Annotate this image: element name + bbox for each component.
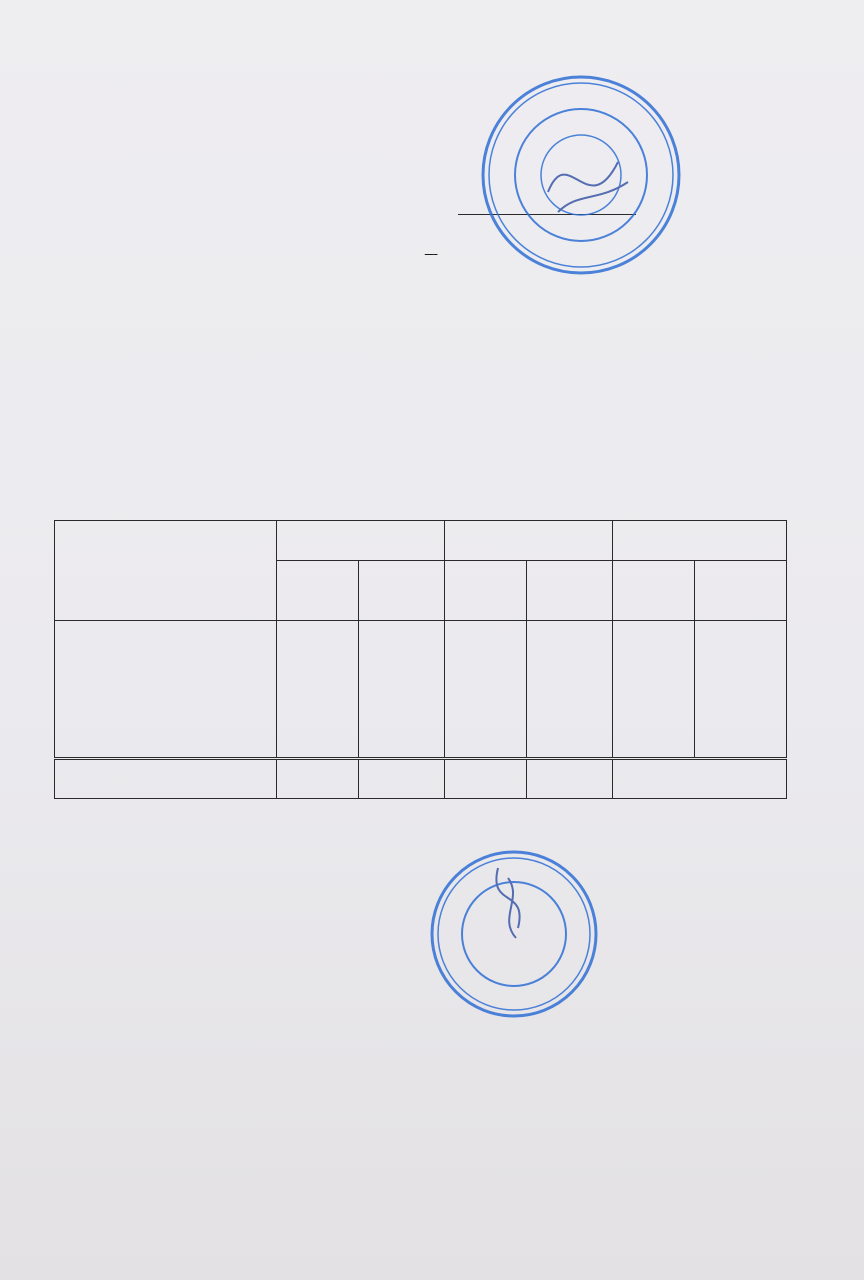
price-value: [359, 621, 445, 675]
group-header-5-8: [445, 521, 613, 561]
group-header-1-4: [277, 521, 445, 561]
yield-value: [613, 621, 695, 675]
yield-value: [613, 675, 695, 729]
official-seal-top: [478, 72, 684, 278]
total-label: [55, 759, 277, 799]
dish-name-header: [55, 521, 277, 621]
yield-header: [277, 561, 359, 621]
dish-name: [55, 621, 277, 675]
price-header: [695, 561, 787, 621]
price-header: [359, 561, 445, 621]
total-yield-empty: [277, 759, 359, 799]
yield-header: [445, 561, 527, 621]
table-row: [55, 675, 787, 729]
price-value: [527, 675, 613, 729]
price-value: [527, 621, 613, 675]
price-header: [527, 561, 613, 621]
dish-name: [55, 729, 277, 759]
price-value: [695, 729, 787, 759]
price-value: [359, 729, 445, 759]
price-value: [359, 675, 445, 729]
dish-name: [55, 675, 277, 729]
yield-value: [445, 729, 527, 759]
approval-date: [412, 238, 438, 258]
yield-value: [445, 621, 527, 675]
yield-value: [277, 621, 359, 675]
total-price: [359, 759, 445, 799]
yield-value: [277, 729, 359, 759]
yield-value: [613, 729, 695, 759]
total-row: [55, 759, 787, 799]
total-price: [527, 759, 613, 799]
yield-header: [613, 561, 695, 621]
total-yield-empty: [445, 759, 527, 799]
group-header-9-11: [613, 521, 787, 561]
menu-table: [54, 520, 787, 799]
yield-value: [445, 675, 527, 729]
price-value: [695, 621, 787, 675]
table-row: [55, 729, 787, 759]
official-seal-bottom: [428, 848, 600, 1020]
total-price: [613, 759, 787, 799]
price-value: [527, 729, 613, 759]
table-row: [55, 621, 787, 675]
yield-value: [277, 675, 359, 729]
price-value: [695, 675, 787, 729]
